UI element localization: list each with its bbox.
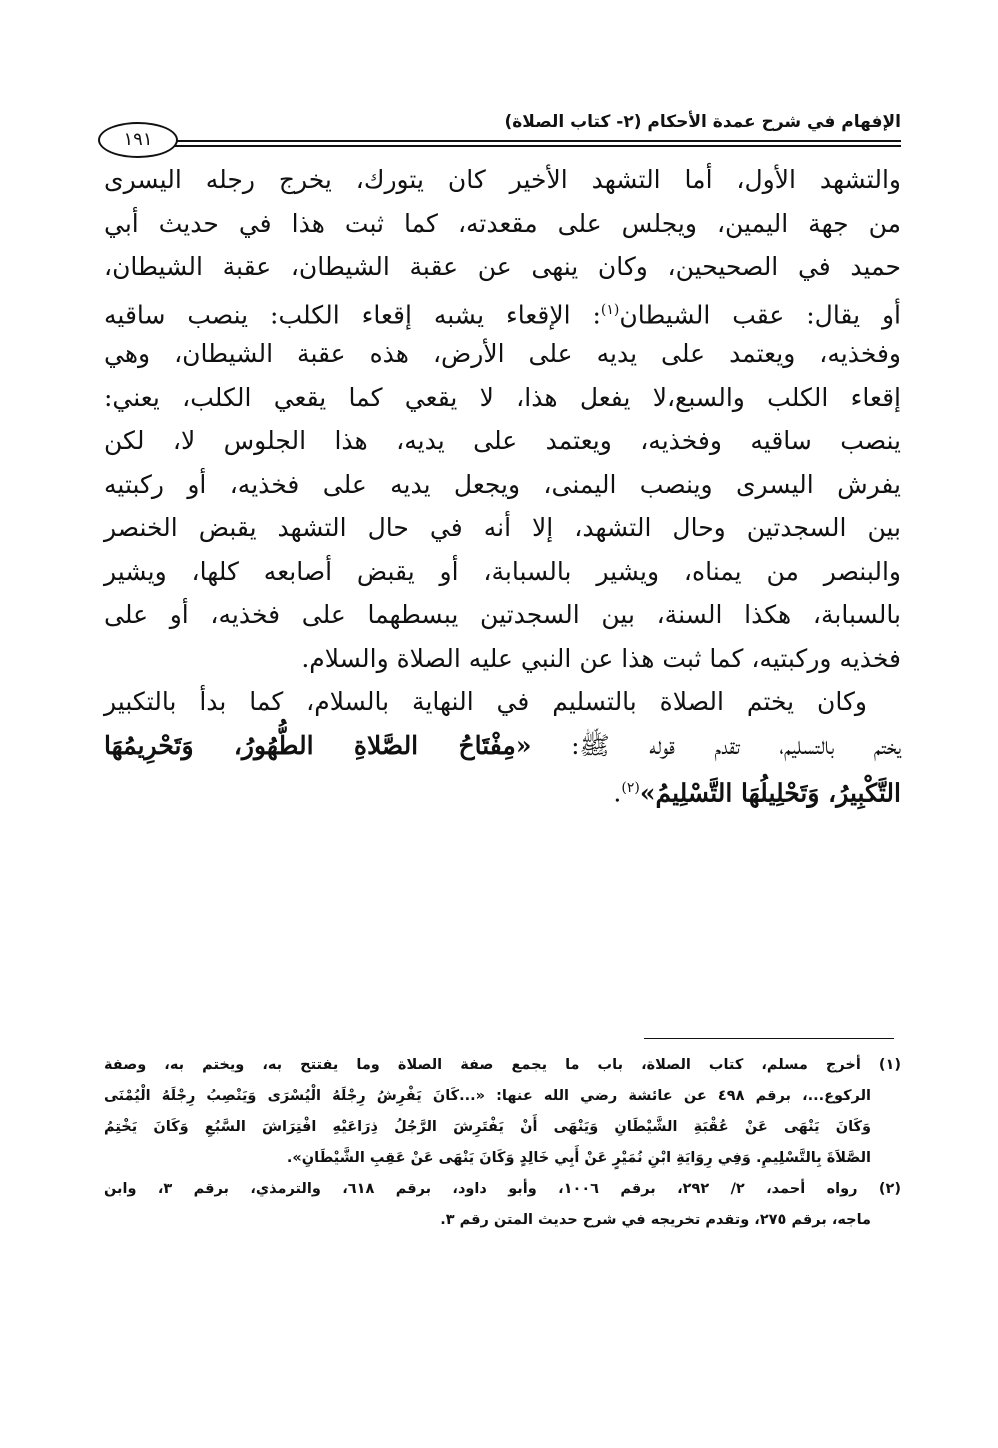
footnote-separator [644,1038,894,1039]
footnotes [104,1050,901,1236]
text-line: فخذيه وركبتيه، كما ثبت هذا عن النبي عليه الصلاة والسلام. [301,643,901,673]
header-rule [164,140,901,142]
footnote-ref: (١) [600,301,620,318]
text-line: وكان يختم الصلاة بالتسليم في النهاية بالسلام، كما بدأ بالتكبير [104,687,867,716]
header-rule [164,145,901,147]
text-line [104,724,901,768]
text-segment: يختم بالتسليم، تقدم قوله ﷺ: [571,730,902,760]
page-number: ١٩١ [98,122,178,158]
text-line: إقعاء الكلب والسبع،لا يفعل هذا، لا يقعي كما يقعي الكلب، يعني: [104,382,901,412]
footnote-line: الركوع...، برقم ٤٩٨ عن عائشة رضي الله عنها: «...كَانَ يَفْرِشُ رِجْلَهُ الْيُسْرَى وَيَنْصِبُ رِجْلَهُ الْيُمْنَى [104,1088,871,1104]
text-line: ينصب ساقيه وفخذيه، ويعتمد على يديه، هذا الجلوس لا، لكن [104,426,901,455]
footnote-line: وَكَانَ يَنْهَى عَنْ عُقْبَةِ الشَّيْطَانِ وَيَنْهَى أَنْ يَفْتَرِشَ الرَّجُلُ ذِرَاعَيْهِ افْتِرَاشَ السَّبُعِ وَكَانَ يَخْتِمُ [104,1119,871,1135]
text-line: والبنصر من يمناه، ويشير بالسبابة، أو يقبض أصابعه كلها، ويشير [104,556,901,586]
footnote-ref: (٢) [621,780,640,796]
text-line: بين السجدتين وحال التشهد، إلا أنه في حال التشهد يقبض الخنصر [104,513,901,542]
body-text [104,158,901,811]
text-line: حميد في الصحيحين، وكان ينهى عن عقبة الشيطان، عقبة الشيطان، [104,252,901,281]
running-header [98,108,901,158]
text-line: وفخذيه، ويعتمد على يديه على الأرض، هذه عقبة الشيطان، وهي [104,339,901,368]
footnote-line: الصَّلاَةَ بِالتَّسْلِيمِ. وَفِي رِوَايَةِ ابْنِ نُمَيْرٍ عَنْ أَبِي خَالِدٍ وَكَانَ يَنْهَى عَنْ عَقِبِ الشَّيْطَانِ». [286,1150,871,1166]
text-segment: أو يقال: عقب الشيطان [619,299,901,329]
text-line: يفرش اليسرى وينصب اليمنى، ويجعل يديه على فخذيه، أو ركبتيه [104,469,901,499]
text-segment: : الإقعاء يشبه إقعاء الكلب: ينصب ساقيه [104,299,601,329]
text-line [104,767,901,811]
text-line [104,289,901,333]
book-title: الإفهام في شرح عمدة الأحكام (٢- كتاب الصلاة) [504,112,901,132]
hadith-quote: «مِفْتَاحُ الصَّلاةِ الطُّهُورُ، وَتَحْرِيمُهَا [104,730,532,760]
footnote-line: (٢) رواه أحمد، ٢/ ٢٩٢، برقم ١٠٠٦، وأبو داود، برقم ٦١٨، والترمذي، برقم ٣، وابن [104,1181,901,1197]
text-line: من جهة اليمين، ويجلس على مقعدته، كما ثبت هذا في حديث أبي [104,208,901,238]
hadith-quote: التَّكْبِيرُ، وَتَحْلِيلُهَا التَّسْلِيمُ» [639,778,901,808]
text-line: والتشهد الأول، أما التشهد الأخير كان يتورك، يخرج رجله اليسرى [104,165,901,194]
text-segment: . [613,778,622,808]
footnote-line: (١) أخرج مسلم، كتاب الصلاة، باب ما يجمع صفة الصلاة وما يفتتح به، ويختم به، وصفة [104,1057,901,1073]
footnote-line: ماجه، برقم ٢٧٥، وتقدم تخريجه في شرح حديث المتن رقم ٣. [440,1212,871,1228]
text-line: بالسبابة، هكذا السنة، بين السجدتين يبسطهما على فخذيه، أو على [104,600,901,629]
